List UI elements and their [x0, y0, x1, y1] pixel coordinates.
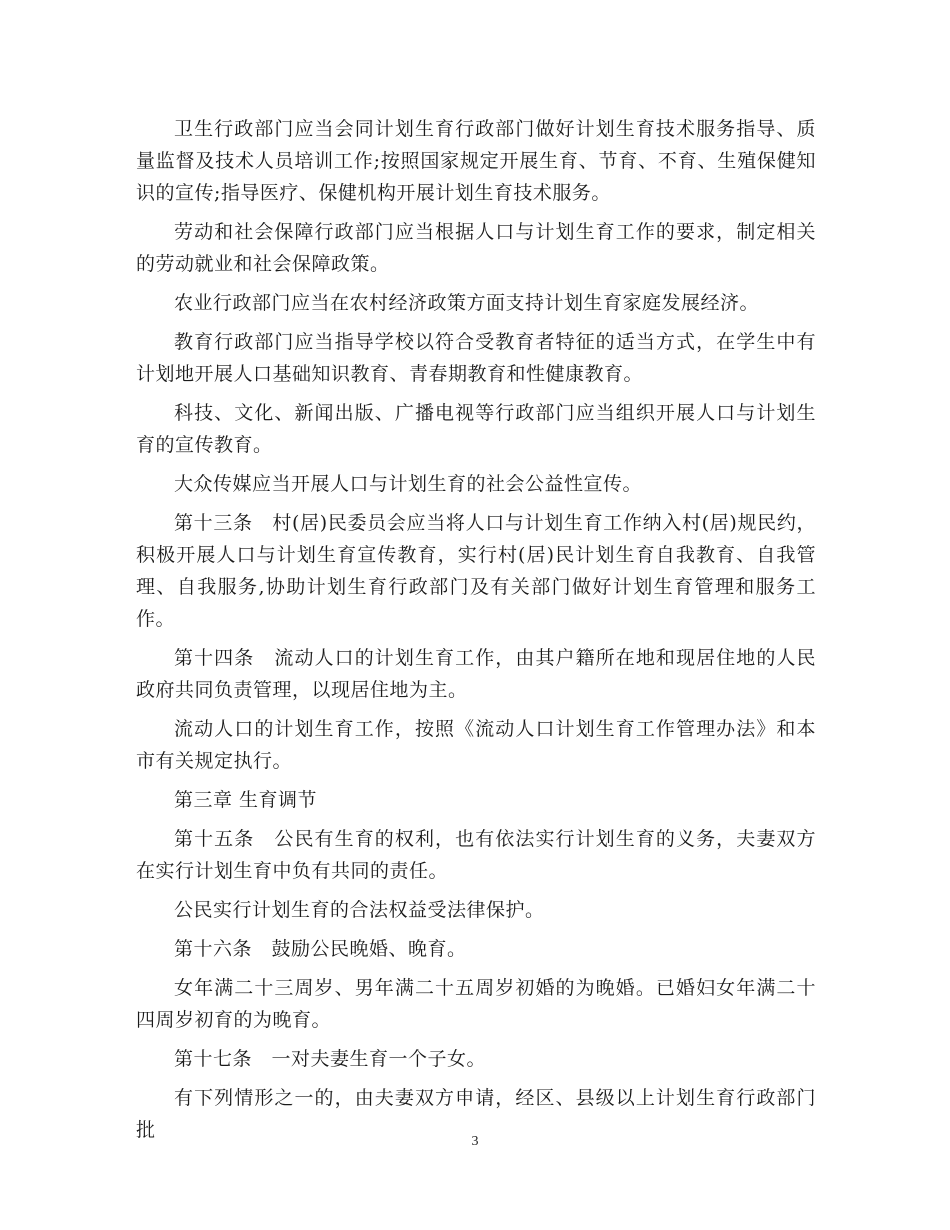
paragraph: 流动人口的计划生育工作，按照《流动人口计划生育工作管理办法》和本市有关规定执行。	[136, 718, 816, 772]
paragraph: 卫生行政部门应当会同计划生育行政部门做好计划生育技术服务指导、质量监督及技术人员培训工作;按照国家规定开展生育、节育、不育、生殖保健知识的宣传;指导医疗、保健机构开展计划生育技术服务。	[136, 118, 816, 204]
article-17-paragraph: 第十七条 一对夫妻生育一个子女。	[174, 1048, 487, 1070]
article-13-paragraph: 第十三条 村(居)民委员会应当将人口与计划生育工作纳入村(居)规民约，积极开展人口与计划生育宣传教育，实行村(居)民计划生育自我教育、自我管理、自我服务,协助计划生育行政部门及有关部门做好计划生育管理和服务工作。	[136, 512, 816, 630]
paragraph: 科技、文化、新闻出版、广播电视等行政部门应当组织开展人口与计划生育的宣传教育。	[136, 402, 816, 456]
page-number: 3	[471, 1134, 479, 1149]
paragraph: 教育行政部门应当指导学校以符合受教育者特征的适当方式，在学生中有计划地开展人口基础知识教育、青春期教育和性健康教育。	[136, 331, 816, 385]
article-14-paragraph: 第十四条 流动人口的计划生育工作，由其户籍所在地和现居住地的人民政府共同负责管理，以现居住地为主。	[136, 647, 816, 701]
paragraph: 有下列情形之一的，由夫妻双方申请，经区、县级以上计划生育行政部门批	[136, 1087, 816, 1141]
document-body	[136, 113, 816, 1153]
paragraph: 农业行政部门应当在农村经济政策方面支持计划生育家庭发展经济。	[174, 292, 760, 314]
paragraph: 劳动和社会保障行政部门应当根据人口与计划生育工作的要求，制定相关的劳动就业和社会保障政策。	[136, 221, 816, 275]
chapter-heading: 第三章 生育调节	[174, 789, 318, 811]
article-15-paragraph: 第十五条 公民有生育的权利，也有依法实行计划生育的义务，夫妻双方在实行计划生育中负有共同的责任。	[136, 828, 816, 882]
paragraph: 公民实行计划生育的合法权益受法律保护。	[174, 899, 545, 921]
paragraph: 女年满二十三周岁、男年满二十五周岁初婚的为晚婚。已婚妇女年满二十四周岁初育的为晚育。	[136, 977, 816, 1031]
article-16-paragraph: 第十六条 鼓励公民晚婚、晚育。	[174, 938, 467, 960]
paragraph: 大众传媒应当开展人口与计划生育的社会公益性宣传。	[174, 473, 643, 495]
